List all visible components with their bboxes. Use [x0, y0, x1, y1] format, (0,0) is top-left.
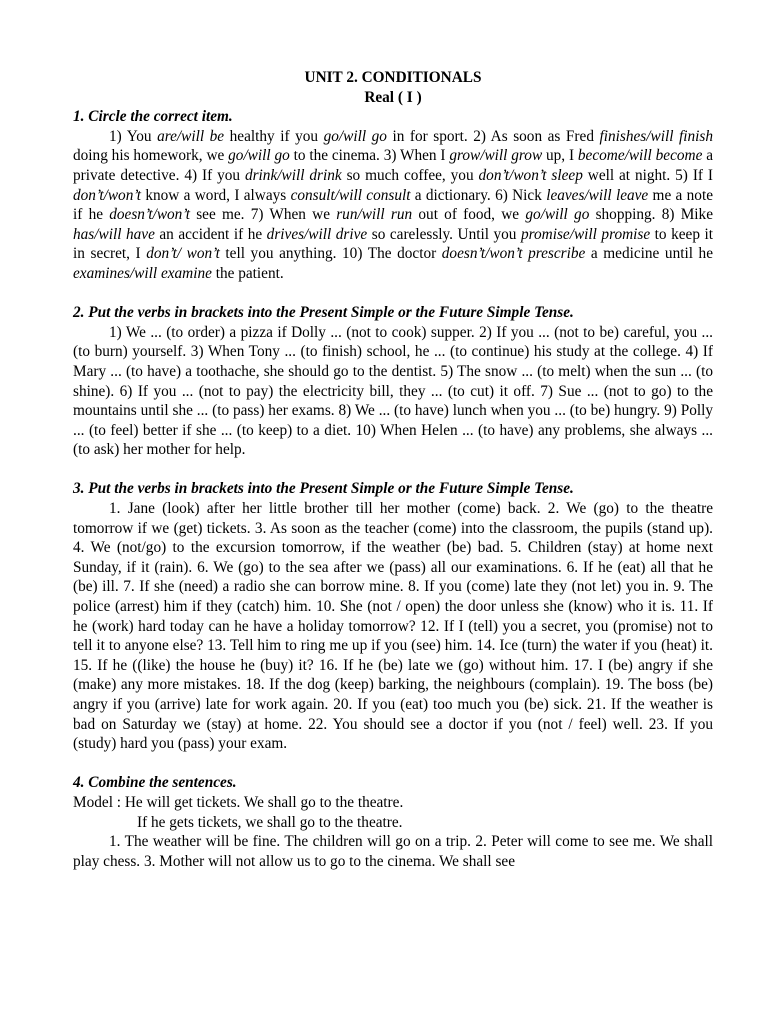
sentence-text: 1) You	[109, 127, 158, 145]
answer-option: become/will become	[577, 147, 703, 165]
document-page	[73, 68, 713, 871]
sentence-text: a private detective. 4) If you	[73, 147, 713, 184]
sentence-text: tell you anything. 10) The doctor	[219, 245, 442, 263]
spacer	[73, 284, 713, 304]
sentence-text: to keep it in secret, I	[73, 225, 714, 263]
answer-option: consult/will consult	[290, 186, 411, 204]
answer-option: leaves/will leave	[546, 186, 649, 204]
sentence-text: to the cinema. 3) When I	[289, 147, 450, 165]
sentence-text: out of food, we	[412, 206, 526, 224]
section-2-text: 1) We ... (to order) a pizza if Dolly ... (not to cook) supper. 2) If you ... (not to be) careful, you ... (to burn) yourself. 3) When Tony ... (to finish) school, he ... (to continue) his study at the college. 4) If Mary ... (to have) a toothache, she should go to the dentist. 5) The snow ... (to melt) when the sun ... (to shine). 6) If you ... (not to pay) the electricity bill, they ... (to cut) it off. 7) Sue ... (not to go) to the mountains until she ... (to pass) her exams. 8) We ... (to have) lunch when you ... (to be) hungry. 9) Polly ... (to feel) better if she ... (to keep) to a diet. 10) When Helen ... (to have) any problems, she always ... (to ask) her mother for help.	[73, 323, 713, 459]
answer-option: drives/will drive	[266, 225, 368, 243]
model-line-1: Model : He will get tickets. We shall go to the theatre.	[73, 793, 404, 811]
sentence-text: shopping. 8) Mike	[589, 206, 713, 224]
section-3-text: 1. Jane (look) after her little brother till her mother (come) back. 2. We (go) to the theatre tomorrow if we (get) tickets. 3. As soon as the teacher (come) into the classroom, the pupils (stand up). 4. We (not/go) to the excursion tomorrow, if the weather (be) bad. 5. Children (stay) at home next Sunday, if it (rain). 6. We (go) to the sea after we (pass) all our examinations. 6. If he (eat) all that he (be) ill. 7. If she (need) a radio she can borrow mine. 8. If you (come) late they (not let) you in. 9. The police (arrest) him if they (catch) him. 10. She (not / open) the door unless she (know) who it is. 11. If he (work) hard today can he have a holiday tomorrow? 12. If I (tell) you a secret, you (promise) not to tell it to anyone else? 13. Tell him to ring me up if you (see) him. 14. Ice (turn) the water if you (heat) it. 15. If he ((like) the house he (buy) it? 16. If he (be) late we (go) without him. 17. I (be) angry if she (make) any more mistakes. 18. If the dog (keep) barking, the neighbours (complain). 19. The boss (be) angry if you (arrive) late for work again. 20. If you (eat) too much you (be) sick. 21. If the weather is bad on Saturday we (stay) at home. 22. You should see a doctor if you (not / feel) well. 23. If you (study) hard you (pass) your exam.	[73, 500, 713, 753]
answer-option: has/will have	[73, 225, 155, 243]
section-2-heading: 2. Put the verbs in brackets into the Present Simple or the Future Simple Tense.	[73, 304, 574, 322]
answer-option: go/will go	[323, 127, 387, 145]
sentence-text: healthy if you	[224, 127, 324, 145]
section-1-text	[73, 127, 713, 284]
spacer	[73, 754, 713, 774]
sentence-text: so much coffee, you	[341, 166, 479, 184]
section-1-heading: 1. Circle the correct item.	[73, 108, 233, 126]
sentence-text: the patient.	[211, 264, 284, 282]
answer-option: don’t/won’t	[73, 186, 141, 204]
spacer	[73, 460, 713, 480]
answer-option: go/will go	[228, 147, 290, 165]
answer-option: run/will run	[336, 206, 413, 224]
sentence-text: see me. 7) When we	[189, 206, 337, 224]
section-4-text: 1. The weather will be fine. The children will go on a trip. 2. Peter will come to see me. We shall play chess. 3. Mother will not allow us to go to the cinema. We shall see	[73, 833, 713, 870]
answer-option: doesn’t/won’t	[109, 206, 190, 224]
answer-option: grow/will grow	[449, 147, 543, 165]
sentence-text: know a word, I always	[141, 186, 291, 204]
sentence-text: a dictionary. 6) Nick	[410, 186, 547, 204]
answer-option: finishes/will finish	[599, 127, 713, 145]
sentence-text: doing his homework, we	[73, 147, 229, 165]
answer-option: go/will go	[525, 206, 590, 224]
unit-title: UNIT 2. CONDITIONALS	[304, 69, 482, 86]
model-line-2: If he gets tickets, we shall go to the theatre.	[137, 813, 403, 831]
answer-option: don’t/ won’t	[146, 245, 220, 263]
sentence-text: up, I	[542, 147, 578, 165]
sentence-text: so carelessly. Until you	[367, 225, 521, 243]
section-4-heading: 4. Combine the sentences.	[73, 774, 237, 792]
sentence-text: well at night. 5) If I	[582, 166, 714, 184]
unit-subtitle: Real ( I )	[364, 88, 422, 106]
answer-option: don’t/won’t sleep	[478, 166, 583, 184]
sentence-text: an accident if he	[154, 225, 267, 243]
sentence-text: in for sport. 2) As soon as Fred	[386, 127, 600, 145]
sentence-text: a medicine until he	[585, 245, 713, 263]
section-3-heading: 3. Put the verbs in brackets into the Present Simple or the Future Simple Tense.	[73, 480, 574, 498]
answer-option: drink/will drink	[244, 166, 342, 184]
answer-option: examines/will examine	[73, 264, 212, 282]
answer-option: promise/will promise	[520, 225, 651, 243]
answer-option: are/will be	[157, 127, 225, 145]
answer-option: doesn’t/won’t prescribe	[441, 245, 586, 263]
sentence-text: me a note if he	[73, 186, 713, 224]
